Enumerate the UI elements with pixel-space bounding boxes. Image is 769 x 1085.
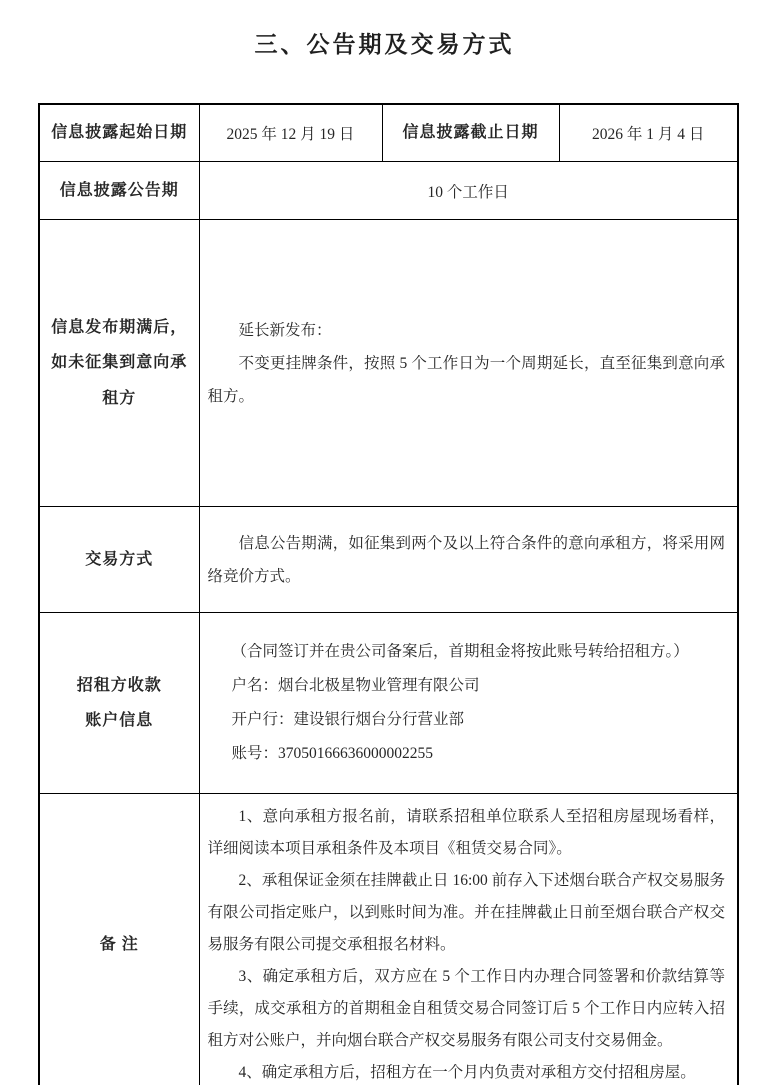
extension-policy-row [39,220,738,507]
account-info-content [199,613,738,794]
announcement-period-row [39,162,738,220]
announcement-table [38,103,739,1085]
remark-paragraph: 3、确定承租方后，双方应在 5 个工作日内办理合同签署和价款结算等手续，成交承租方的首期租金自租赁交易合同签订后 5 个工作日内应转入招租方对公账户，并向烟台联合产权交易服务有限公司支付交易佣金。 [207,967,725,1049]
disclosure-dates-row [39,104,738,162]
account-holder-line: 户名：烟台北极星物业管理有限公司 [231,677,480,694]
account-note-line: （合同签订并在贵公司备案后，首期租金将按此账号转给招租方。） [231,643,689,660]
disclosure-end-label: 信息披露截止日期 [382,104,559,162]
remark-paragraph: 4、确定承租方后，招租方在一个月内负责对承租方交付招租房屋。 [238,1063,696,1081]
account-info-row [39,613,738,794]
disclosure-start-label: 信息披露起始日期 [39,104,199,162]
announcement-period-label: 信息披露公告期 [39,162,199,220]
account-info-label [39,613,199,794]
remarks-row [39,794,738,1085]
trade-method-label: 交易方式 [39,507,199,613]
extension-content [199,220,738,507]
remark-paragraph: 2、承租保证金须在挂牌截止日 16:00 前存入下述烟台联合产权交易服务有限公司指定账户，以到账时间为准。并在挂牌截止日前至烟台联合产权交易服务有限公司提交承租报名材料。 [207,871,725,953]
remarks-content [199,794,738,1085]
extension-label [39,220,199,507]
account-info-label-line: 招租方收款 [76,676,162,694]
account-number-line: 账号：37050166636000002255 [231,745,434,762]
disclosure-start-value: 2025 年 12 月 19 日 [199,104,382,162]
account-bank-line: 开户行：建设银行烟台分行营业部 [231,711,465,728]
disclosure-end-value: 2026 年 1 月 4 日 [559,104,738,162]
announcement-period-value: 10 个工作日 [199,162,738,220]
remark-paragraph: 1、意向承租方报名前，请联系招租单位联系人至招租房屋现场看样，详细阅读本项目承租条件及本项目《租赁交易合同》。 [207,807,725,857]
trade-method-content [199,507,738,613]
account-info-label-line: 账户信息 [85,712,154,729]
extension-paragraph: 延长新发布： [238,321,332,339]
extension-label-line: 信息发布期满后， [51,319,188,337]
extension-label-line: 租方 [102,389,137,407]
trade-method-row [39,507,738,613]
remarks-label: 备 注 [39,794,199,1085]
extension-label-line: 如未征集到意向承 [51,354,188,372]
extension-paragraph: 不变更挂牌条件，按照 5 个工作日为一个周期延长，直至征集到意向承租方。 [207,354,725,405]
page-title: 三、公告期及交易方式 [254,32,515,57]
trade-method-paragraph: 信息公告期满，如征集到两个及以上符合条件的意向承租方，将采用网络竞价方式。 [207,534,725,585]
